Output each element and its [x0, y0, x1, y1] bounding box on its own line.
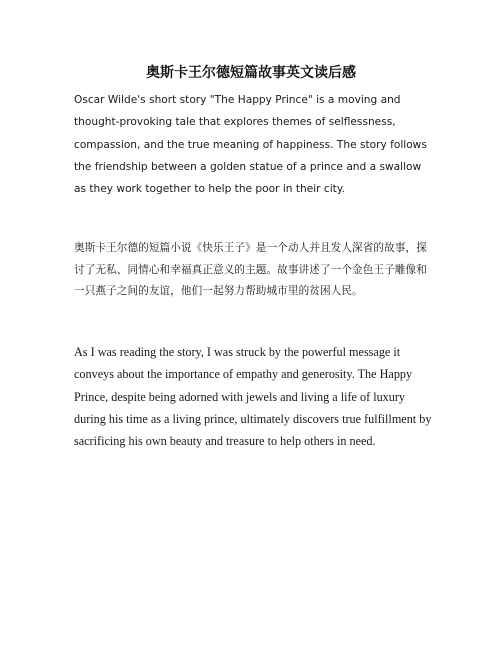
paragraph-english-2: As I was reading the story, I was struck by the powerful message it conveys about the importance of empathy and generosity. The Happy Prince, despite being adorned with jewels and living a life of luxury during his time as a living prince, ultimately discovers true fulfillment by sacrificing his own beauty and treasure to help others in need.	[74, 345, 432, 449]
document-title: 奥斯卡王尔德短篇故事英文读后感	[146, 65, 356, 81]
paragraph-chinese-1: 奥斯卡王尔德的短篇小说《快乐王子》是一个动人并且发人深省的故事，探讨了无私、同情心和幸福真正意义的主题。故事讲述了一个金色王子雕像和一只燕子之间的友谊，他们一起努力帮助城市里的贫困人民。	[74, 242, 427, 297]
paragraph-english-1: Oscar Wilde's short story "The Happy Prince" is a moving and thought-provoking tale that explores themes of selflessness, compassion, and the true meaning of happiness. The story follows the friendship between a golden statue of a prince and a swallow as they work together to help the poor in their city.	[74, 94, 427, 196]
